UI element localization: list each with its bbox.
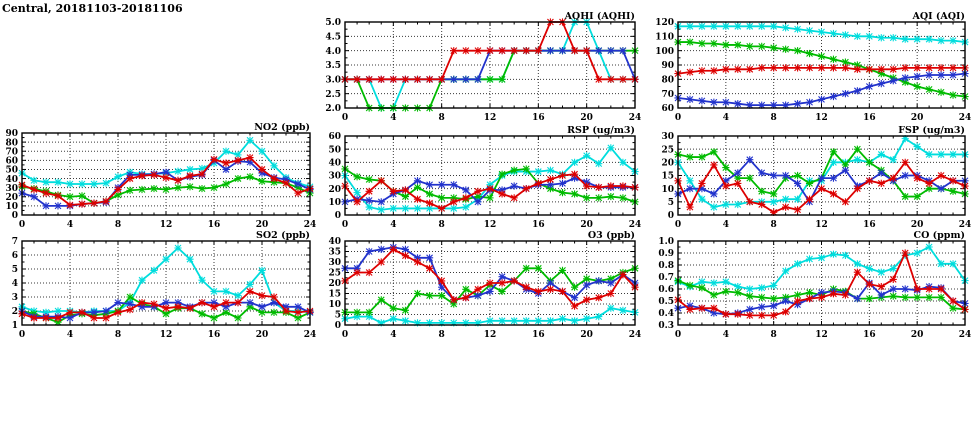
series-blue-aqi xyxy=(674,70,968,109)
y-tick-label: 60 xyxy=(5,156,18,167)
y-tick-label: 0.5 xyxy=(658,297,674,308)
x-tick-label: 24 xyxy=(958,330,972,340)
x-tick-label: 24 xyxy=(628,220,642,230)
chart-no2 xyxy=(5,122,316,230)
y-tick-label: 20 xyxy=(661,158,674,169)
x-tick-label: 12 xyxy=(159,330,173,340)
y-tick-label: 90 xyxy=(5,129,18,140)
chart-title-co: CO (ppm) xyxy=(913,230,965,241)
y-tick-label: 25 xyxy=(328,268,341,279)
y-tick-label: 1 xyxy=(11,321,18,332)
x-tick-label: 20 xyxy=(580,330,593,340)
y-tick-label: 3.5 xyxy=(325,61,341,72)
y-tick-label: 0.7 xyxy=(658,273,674,284)
y-tick-label: 35 xyxy=(328,247,341,258)
x-tick-label: 20 xyxy=(255,220,269,230)
y-tick-label: 30 xyxy=(661,132,674,143)
y-tick-label: 5 xyxy=(667,198,674,209)
y-tick-label: 0.4 xyxy=(658,309,674,320)
y-tick-label: 15 xyxy=(661,171,674,182)
x-tick-label: 20 xyxy=(910,113,924,123)
y-tick-label: 40 xyxy=(328,158,341,169)
y-tick-label: 0 xyxy=(334,321,341,332)
y-tick-label: 3.0 xyxy=(325,75,341,86)
y-tick-label: 5.0 xyxy=(325,18,341,29)
gridlines-rsp xyxy=(345,136,635,215)
x-tick-label: 16 xyxy=(863,113,876,123)
y-tick-label: 90 xyxy=(661,61,674,72)
chart-o3 xyxy=(328,230,641,340)
series-cyan-aqi xyxy=(674,23,968,46)
x-tick-label: 0 xyxy=(18,220,26,230)
x-tick-label: 4 xyxy=(722,113,729,123)
y-tick-label: 80 xyxy=(5,138,18,149)
y-tick-label: 0.6 xyxy=(658,285,674,296)
x-tick-label: 4 xyxy=(722,220,729,230)
y-tick-label: 4 xyxy=(11,279,18,290)
y-tick-label: 0.9 xyxy=(658,249,674,260)
y-tick-label: 20 xyxy=(5,192,18,203)
chart-aqhi xyxy=(325,11,641,123)
x-tick-label: 8 xyxy=(438,330,445,340)
y-tick-label: 2.0 xyxy=(325,104,341,115)
y-tick-label: 2.5 xyxy=(325,89,341,100)
x-tick-label: 4 xyxy=(722,330,729,340)
y-tick-label: 30 xyxy=(328,171,341,182)
x-tick-label: 20 xyxy=(580,220,593,230)
series-markers-blue xyxy=(341,244,638,304)
y-tick-label: 50 xyxy=(5,165,18,176)
x-tick-label: 0 xyxy=(674,113,682,123)
x-tick-label: 20 xyxy=(580,113,593,123)
y-tick-label: 10 xyxy=(328,198,341,209)
x-tick-label: 12 xyxy=(159,220,173,230)
y-tick-label: 30 xyxy=(5,183,18,194)
chart-title-fsp: FSP (ug/m3) xyxy=(898,125,965,136)
x-tick-label: 8 xyxy=(438,113,445,123)
y-tick-label: 50 xyxy=(328,145,341,156)
x-tick-label: 24 xyxy=(303,330,317,340)
x-tick-label: 20 xyxy=(910,220,924,230)
y-tick-label: 20 xyxy=(328,184,341,195)
y-tick-label: 5 xyxy=(11,265,18,276)
y-tick-label: 0.3 xyxy=(658,321,674,332)
chart-title-rsp: RSP (ug/m3) xyxy=(567,125,635,136)
x-tick-label: 16 xyxy=(532,330,545,340)
y-tick-label: 25 xyxy=(661,145,674,156)
y-tick-label: 10 xyxy=(661,184,674,195)
x-tick-label: 4 xyxy=(390,330,397,340)
x-tick-label: 8 xyxy=(438,220,445,230)
x-tick-label: 0 xyxy=(674,220,682,230)
y-tick-label: 10 xyxy=(328,300,341,311)
chart-co xyxy=(658,230,971,340)
chart-title-o3: O3 (ppb) xyxy=(587,230,635,241)
x-tick-label: 24 xyxy=(628,113,642,123)
y-tick-label: 4.0 xyxy=(325,46,341,57)
chart-title-aqi: AQI (AQI) xyxy=(912,11,965,22)
y-tick-label: 0 xyxy=(11,211,18,222)
x-tick-label: 16 xyxy=(532,113,545,123)
y-tick-label: 0.8 xyxy=(658,261,674,272)
page-title: Central, 20181103-20181106 xyxy=(2,2,183,15)
x-tick-label: 4 xyxy=(66,330,74,340)
chart-title-no2: NO2 (ppb) xyxy=(254,122,310,133)
series-red-fsp xyxy=(674,159,968,216)
x-tick-label: 12 xyxy=(483,220,497,230)
y-tick-label: 10 xyxy=(5,202,18,213)
x-tick-label: 8 xyxy=(770,330,777,340)
y-tick-label: 4.5 xyxy=(325,32,341,43)
y-tick-label: 6 xyxy=(11,251,18,262)
y-tick-label: 0 xyxy=(334,211,341,222)
x-tick-label: 0 xyxy=(341,113,349,123)
x-tick-label: 12 xyxy=(815,220,828,230)
x-tick-label: 12 xyxy=(483,330,497,340)
y-tick-label: 2 xyxy=(11,307,18,318)
y-tick-label: 100 xyxy=(655,46,674,57)
y-tick-label: 60 xyxy=(661,104,674,115)
y-tick-label: 5 xyxy=(334,310,341,321)
x-tick-label: 12 xyxy=(483,113,497,123)
series-blue-o3 xyxy=(341,244,638,304)
x-tick-label: 24 xyxy=(303,220,317,230)
x-tick-label: 8 xyxy=(114,330,122,340)
y-tick-label: 20 xyxy=(328,279,341,290)
y-tick-label: 15 xyxy=(328,289,341,300)
y-tick-label: 3 xyxy=(11,293,18,304)
chart-fsp xyxy=(661,125,971,230)
x-tick-label: 12 xyxy=(815,330,828,340)
x-tick-label: 8 xyxy=(770,220,777,230)
x-tick-label: 24 xyxy=(958,113,972,123)
chart-so2 xyxy=(12,230,317,340)
y-tick-label: 60 xyxy=(328,132,341,143)
chart-aqi xyxy=(655,11,971,123)
chart-title-so2: SO2 (ppb) xyxy=(256,230,310,241)
x-tick-label: 24 xyxy=(958,220,972,230)
x-tick-label: 0 xyxy=(341,330,349,340)
y-tick-label: 0 xyxy=(667,211,674,222)
series-markers-red xyxy=(674,159,968,216)
x-tick-label: 4 xyxy=(390,113,397,123)
x-tick-label: 8 xyxy=(114,220,122,230)
y-tick-label: 40 xyxy=(5,174,18,185)
x-tick-label: 8 xyxy=(770,113,777,123)
x-tick-label: 4 xyxy=(390,220,397,230)
y-tick-label: 70 xyxy=(5,147,18,158)
chart-rsp xyxy=(328,125,641,230)
x-tick-label: 0 xyxy=(18,330,26,340)
y-tick-label: 40 xyxy=(328,237,341,248)
x-tick-label: 4 xyxy=(66,220,74,230)
x-tick-label: 0 xyxy=(674,330,682,340)
chart-title-aqhi: AQHI (AQHI) xyxy=(564,11,635,22)
y-tick-label: 80 xyxy=(661,75,674,86)
x-tick-label: 16 xyxy=(863,220,876,230)
x-tick-label: 24 xyxy=(628,330,642,340)
y-tick-label: 30 xyxy=(328,258,341,269)
x-tick-label: 20 xyxy=(910,330,924,340)
y-tick-label: 7 xyxy=(11,237,18,248)
x-tick-label: 12 xyxy=(815,113,828,123)
x-tick-label: 16 xyxy=(207,330,221,340)
x-tick-label: 20 xyxy=(255,330,269,340)
x-tick-label: 16 xyxy=(207,220,221,230)
x-tick-label: 0 xyxy=(341,220,349,230)
y-tick-label: 120 xyxy=(655,18,674,29)
y-tick-label: 110 xyxy=(655,32,674,43)
x-tick-label: 16 xyxy=(863,330,876,340)
y-tick-label: 70 xyxy=(661,89,674,100)
y-tick-label: 1.0 xyxy=(658,237,674,248)
x-tick-label: 16 xyxy=(532,220,545,230)
